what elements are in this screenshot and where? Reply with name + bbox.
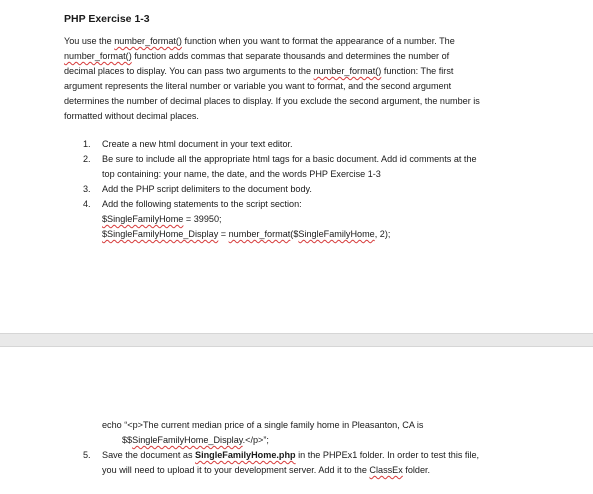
code-line-1: $SingleFamilyHome = 39950;	[102, 214, 222, 224]
steps-list	[83, 137, 477, 242]
list-item: 1. Create a new html document in your text editor.	[83, 139, 293, 149]
list-item: 2. Be sure to include all the appropriate html tags for a basic document. Add id comments at the	[83, 154, 477, 164]
intro-line-1: You use the number_format() function when you want to format the appearance of a number. The	[64, 36, 455, 46]
list-item-continuation: you will need to upload it to your development server. Add it to the ClassEx folder.	[102, 465, 431, 475]
list-item: 3. Add the PHP script delimiters to the document body.	[83, 184, 312, 194]
intro-line-2: number_format() function adds commas that separate thousands and determines the number of	[64, 51, 450, 61]
echo-line-1: echo “<p>The current median price of a single family home in Pleasanton, CA is	[102, 420, 424, 430]
steps-list-continued	[83, 418, 479, 478]
function-name: number_format()	[313, 66, 382, 76]
list-item: 4. Add the following statements to the script section:	[83, 199, 302, 209]
echo-line-2: $$SingleFamilyHome_Display.</p>”;	[122, 435, 269, 445]
intro-line-3: decimal places to display. You can pass two arguments to the number_format() function: The first	[64, 66, 454, 76]
folder-name: ClassEx	[369, 465, 403, 475]
code-line-2: $SingleFamilyHome_Display = number_format($SingleFamilyHome, 2);	[102, 229, 391, 239]
filename: SingleFamilyHome.php	[195, 450, 296, 460]
intro-line-4: argument represents the literal number or variable you want to format, and the second argument	[64, 81, 452, 91]
intro-line-5: determines the number of decimal places to display. If you exclude the second argument, the number is	[64, 96, 480, 106]
page-break	[0, 333, 593, 347]
document-page-2	[0, 347, 593, 494]
intro-paragraph	[64, 34, 534, 124]
list-item-continuation: top containing: your name, the date, and the words PHP Exercise 1-3	[102, 169, 381, 179]
list-item: 5. Save the document as SingleFamilyHome.php in the PHPEx1 folder. In order to test this file,	[83, 450, 480, 460]
intro-line-6: formatted without decimal places.	[64, 111, 199, 121]
function-name: number_format()	[114, 36, 182, 46]
function-name: number_format()	[64, 51, 132, 61]
exercise-title: PHP Exercise 1-3	[64, 13, 150, 25]
